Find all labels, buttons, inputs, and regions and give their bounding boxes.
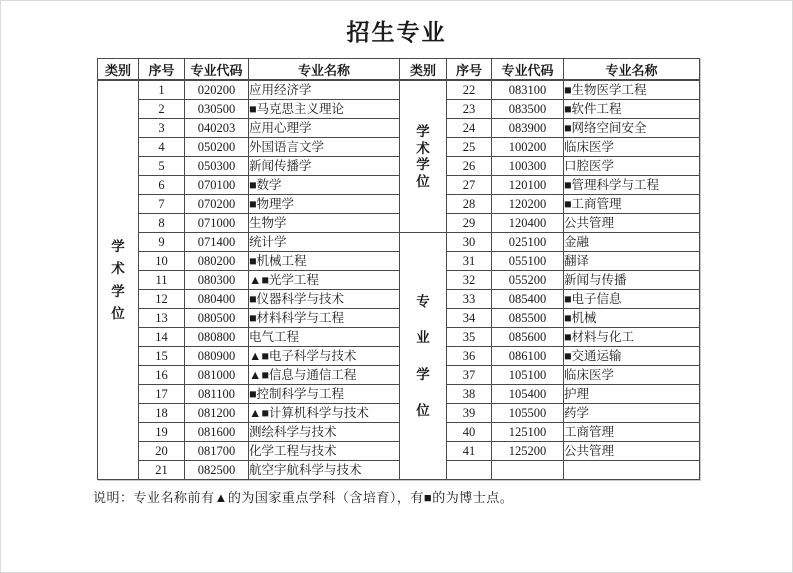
major-name-cell: 药学	[564, 404, 700, 423]
table-row	[98, 214, 700, 233]
major-code-cell: 080300	[185, 271, 249, 290]
table-row	[98, 195, 700, 214]
major-code-cell: 125100	[492, 423, 564, 442]
row-number-cell: 9	[139, 233, 185, 252]
major-code-cell: 082500	[185, 461, 249, 480]
table-row	[98, 347, 700, 366]
major-code-cell: 030500	[185, 100, 249, 119]
major-name-cell: 航空宇航科学与技术	[249, 461, 400, 480]
major-code-cell: 055200	[492, 271, 564, 290]
major-name-cell: ■软件工程	[564, 100, 700, 119]
major-code-cell: 080200	[185, 252, 249, 271]
major-name-cell: 临床医学	[564, 366, 700, 385]
table-row	[98, 366, 700, 385]
major-name-cell: ■机械工程	[249, 252, 400, 271]
major-code-cell: 020200	[185, 80, 249, 100]
major-name-cell: 应用经济学	[249, 80, 400, 100]
major-code-cell: 100200	[492, 138, 564, 157]
major-code-cell: 083900	[492, 119, 564, 138]
column-header-6: 专业代码	[492, 59, 564, 81]
major-name-cell: 统计学	[249, 233, 400, 252]
major-name-cell: 公共管理	[564, 214, 700, 233]
major-name-cell: ■生物医学工程	[564, 80, 700, 100]
row-number-cell: 31	[447, 252, 492, 271]
row-number-cell: 10	[139, 252, 185, 271]
row-number-cell: 38	[447, 385, 492, 404]
table-row	[98, 404, 700, 423]
column-header-0: 类别	[98, 59, 139, 81]
table-row	[98, 309, 700, 328]
major-name-cell: 电气工程	[249, 328, 400, 347]
major-code-cell: 085600	[492, 328, 564, 347]
row-number-cell: 6	[139, 176, 185, 195]
category-label: 学 术 学 位	[416, 124, 430, 189]
row-number-cell: 11	[139, 271, 185, 290]
major-code-cell: 086100	[492, 347, 564, 366]
major-name-cell: 新闻与传播	[564, 271, 700, 290]
category-cell-professional-right	[400, 233, 447, 480]
table-row	[98, 442, 700, 461]
table-row	[98, 328, 700, 347]
major-code-cell: 081600	[185, 423, 249, 442]
major-code-cell: 080500	[185, 309, 249, 328]
row-number-cell: 30	[447, 233, 492, 252]
row-number-cell: 8	[139, 214, 185, 233]
table-row	[98, 233, 700, 252]
table-row	[98, 80, 700, 100]
row-number-cell: 15	[139, 347, 185, 366]
major-name-cell: 应用心理学	[249, 119, 400, 138]
table-row	[98, 100, 700, 119]
category-cell-academic-right	[400, 80, 447, 233]
major-code-cell: 105500	[492, 404, 564, 423]
major-code-cell: 070200	[185, 195, 249, 214]
category-label: 学 术 学 位	[111, 238, 125, 321]
major-code-cell: 081100	[185, 385, 249, 404]
row-number-cell: 17	[139, 385, 185, 404]
major-name-cell: ■物理学	[249, 195, 400, 214]
row-number-cell: 24	[447, 119, 492, 138]
major-code-cell: 085400	[492, 290, 564, 309]
row-number-cell: 28	[447, 195, 492, 214]
row-number-cell: 13	[139, 309, 185, 328]
major-name-cell: 护理	[564, 385, 700, 404]
row-number-cell: 4	[139, 138, 185, 157]
column-header-1: 序号	[139, 59, 185, 81]
major-code-cell: 040203	[185, 119, 249, 138]
major-name-cell: ▲■计算机科学与技术	[249, 404, 400, 423]
major-code-cell: 105400	[492, 385, 564, 404]
major-code-cell: 050200	[185, 138, 249, 157]
category-cell-academic-left	[98, 80, 139, 480]
major-code-cell: 105100	[492, 366, 564, 385]
major-code-cell: 081700	[185, 442, 249, 461]
major-code-cell: 081200	[185, 404, 249, 423]
row-number-cell: 34	[447, 309, 492, 328]
major-name-cell: 新闻传播学	[249, 157, 400, 176]
table-row	[98, 119, 700, 138]
table-row	[98, 461, 700, 480]
major-name-cell: 临床医学	[564, 138, 700, 157]
major-name-cell: 工商管理	[564, 423, 700, 442]
row-number-cell: 20	[139, 442, 185, 461]
major-name-cell: ■控制科学与工程	[249, 385, 400, 404]
major-name-cell: ■材料与化工	[564, 328, 700, 347]
table-row	[98, 423, 700, 442]
major-code-cell: 083500	[492, 100, 564, 119]
row-number-cell: 14	[139, 328, 185, 347]
majors-table	[97, 58, 700, 480]
table-header-row	[98, 59, 700, 81]
major-name-cell: ■电子信息	[564, 290, 700, 309]
row-number-cell: 12	[139, 290, 185, 309]
row-number-cell: 32	[447, 271, 492, 290]
row-number-cell: 37	[447, 366, 492, 385]
major-code-cell: 120400	[492, 214, 564, 233]
page-title: 招生专业	[346, 19, 447, 45]
row-number-cell: 26	[447, 157, 492, 176]
row-number-cell: 16	[139, 366, 185, 385]
row-number-cell: 27	[447, 176, 492, 195]
row-number-cell: 29	[447, 214, 492, 233]
table-row	[98, 271, 700, 290]
major-name-cell: 口腔医学	[564, 157, 700, 176]
table-row	[98, 138, 700, 157]
row-number-cell: 36	[447, 347, 492, 366]
category-label: 专 业 学 位	[416, 293, 430, 418]
major-name-cell: 外国语言文学	[249, 138, 400, 157]
major-name-cell: ■工商管理	[564, 195, 700, 214]
table-row	[98, 252, 700, 271]
major-name-cell: ■马克思主义理论	[249, 100, 400, 119]
major-code-cell: 083100	[492, 80, 564, 100]
column-header-5: 序号	[447, 59, 492, 81]
table-row	[98, 290, 700, 309]
major-code-cell	[492, 461, 564, 480]
major-name-cell: 测绘科学与技术	[249, 423, 400, 442]
major-name-cell: ■材料科学与工程	[249, 309, 400, 328]
major-name-cell: ■网络空间安全	[564, 119, 700, 138]
row-number-cell: 33	[447, 290, 492, 309]
table-row	[98, 157, 700, 176]
row-number-cell: 19	[139, 423, 185, 442]
row-number-cell: 18	[139, 404, 185, 423]
column-header-4: 类别	[400, 59, 447, 81]
column-header-7: 专业名称	[564, 59, 700, 81]
major-name-cell: ■仪器科学与技术	[249, 290, 400, 309]
major-name-cell: ■机械	[564, 309, 700, 328]
row-number-cell	[447, 461, 492, 480]
major-name-cell: 翻译	[564, 252, 700, 271]
column-header-2: 专业代码	[185, 59, 249, 81]
major-name-cell: 化学工程与技术	[249, 442, 400, 461]
row-number-cell: 25	[447, 138, 492, 157]
table-row	[98, 176, 700, 195]
major-code-cell: 071400	[185, 233, 249, 252]
major-name-cell: ■交通运输	[564, 347, 700, 366]
major-code-cell: 120100	[492, 176, 564, 195]
row-number-cell: 5	[139, 157, 185, 176]
row-number-cell: 2	[139, 100, 185, 119]
row-number-cell: 23	[447, 100, 492, 119]
major-name-cell: 公共管理	[564, 442, 700, 461]
column-header-3: 专业名称	[249, 59, 400, 81]
major-name-cell: ▲■电子科学与技术	[249, 347, 400, 366]
row-number-cell: 21	[139, 461, 185, 480]
major-name-cell: ▲■光学工程	[249, 271, 400, 290]
major-code-cell: 081000	[185, 366, 249, 385]
table-row	[98, 385, 700, 404]
row-number-cell: 3	[139, 119, 185, 138]
row-number-cell: 35	[447, 328, 492, 347]
major-name-cell: ■数学	[249, 176, 400, 195]
major-name-cell: ■管理科学与工程	[564, 176, 700, 195]
row-number-cell: 22	[447, 80, 492, 100]
major-name-cell: 金融	[564, 233, 700, 252]
major-code-cell: 080400	[185, 290, 249, 309]
row-number-cell: 7	[139, 195, 185, 214]
major-code-cell: 125200	[492, 442, 564, 461]
row-number-cell: 1	[139, 80, 185, 100]
major-code-cell: 025100	[492, 233, 564, 252]
row-number-cell: 39	[447, 404, 492, 423]
major-code-cell: 055100	[492, 252, 564, 271]
major-code-cell: 120200	[492, 195, 564, 214]
legend-note: 说明：专业名称前有▲的为国家重点学科（含培育），有■的为博士点。	[93, 490, 514, 505]
major-code-cell: 071000	[185, 214, 249, 233]
major-code-cell: 080800	[185, 328, 249, 347]
row-number-cell: 41	[447, 442, 492, 461]
row-number-cell: 40	[447, 423, 492, 442]
major-code-cell: 080900	[185, 347, 249, 366]
major-code-cell: 100300	[492, 157, 564, 176]
major-name-cell: 生物学	[249, 214, 400, 233]
major-name-cell: ▲■信息与通信工程	[249, 366, 400, 385]
major-code-cell: 070100	[185, 176, 249, 195]
major-code-cell: 085500	[492, 309, 564, 328]
major-code-cell: 050300	[185, 157, 249, 176]
major-name-cell	[564, 461, 700, 480]
